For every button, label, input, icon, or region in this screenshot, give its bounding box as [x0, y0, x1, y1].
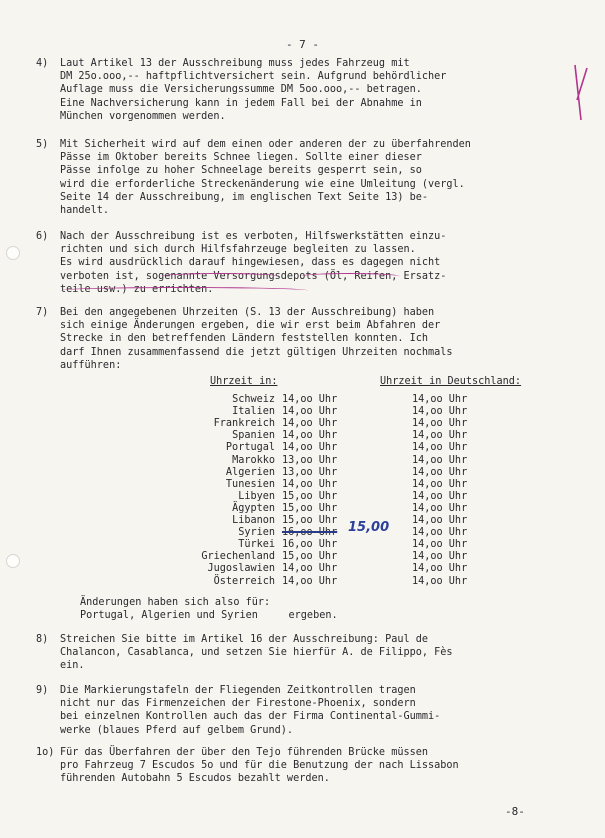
germany-time-cell: 14,oo Uhr	[412, 394, 468, 405]
text-line: Laut Artikel 13 der Ausschreibung muss jedes Fahrzeug mit	[60, 58, 410, 69]
text-line: Für das Überfahren der über den Tejo führenden Brücke müssen	[60, 747, 429, 758]
page-number: - 7 -	[285, 38, 320, 51]
country-cell: Griechenland	[201, 551, 275, 563]
handwritten-correction: 15,00	[348, 520, 390, 536]
country-cell: Syrien	[238, 527, 275, 539]
text-line: Bei den angegebenen Uhrzeiten (S. 13 der Ausschreibung) haben	[60, 307, 435, 318]
underline-mark	[160, 273, 280, 280]
text-line: Strecke in den betreffenden Ländern feststellen konnten. Ich	[60, 333, 429, 345]
local-time-cell: 16,oo Uhr	[282, 527, 338, 539]
country-cell: Jugoslawien	[207, 563, 275, 575]
text-line: Mit Sicherheit wird auf dem einen oder anderen der zu überfahrenden	[60, 139, 471, 150]
text-line: DM 25o.ooo,-- haftpflichtversichert sein. Aufgrund behördlicher	[60, 71, 447, 83]
local-time-cell: 14,oo Uhr	[282, 478, 338, 490]
header-local-time: Uhrzeit in:	[210, 376, 278, 387]
country-cell: Libyen	[238, 490, 275, 502]
country-cell: Marokko	[232, 454, 275, 466]
local-time-cell: 14,oo Uhr	[282, 563, 338, 575]
germany-time-cell: 14,oo Uhr	[412, 418, 468, 430]
germany-time-cell: 14,oo Uhr	[412, 502, 468, 514]
text-line: wird die erforderliche Streckenänderung wie eine Umleitung (vergl.	[60, 178, 465, 190]
country-cell: Ägypten	[232, 502, 275, 514]
paragraph-6	[36, 230, 580, 296]
text-line: ein.	[60, 660, 85, 672]
text-line: teile usw.) zu errichten.	[60, 283, 214, 295]
text-line: Nach der Ausschreibung ist es verboten, Hilfswerkstätten einzu-	[60, 231, 447, 242]
country-cell: Libanon	[232, 515, 275, 526]
local-time-cell: 14,oo Uhr	[282, 406, 338, 418]
germany-time-cell: 14,oo Uhr	[412, 430, 468, 442]
local-time-cell: 14,oo Uhr	[282, 575, 338, 587]
text-line: Pässe infolge zu hoher Schneelage bereits gesperrt sein, so	[60, 165, 422, 177]
local-time-cell: 15,oo Uhr	[282, 515, 338, 526]
germany-time-cell: 14,oo Uhr	[412, 551, 468, 563]
paragraph-number: 9)	[36, 685, 49, 696]
country-cell: Algerien	[225, 466, 275, 478]
local-time-cell: 14,oo Uhr	[282, 442, 338, 454]
paragraph-number: 6)	[36, 231, 49, 242]
text-line: Streichen Sie bitte im Artikel 16 der Ausschreibung: Paul de	[60, 634, 429, 645]
local-time-cell: 14,oo Uhr	[282, 430, 338, 442]
text-line: darf Ihnen zusammenfassend die jetzt gültigen Uhrzeiten nochmals	[60, 346, 453, 358]
text-line: Es wird ausdrücklich darauf hingewiesen, dass es dagegen nicht	[60, 257, 441, 269]
header-germany-time: Uhrzeit in Deutschland:	[380, 376, 522, 387]
text-line: pro Fahrzeug 7 Escudos 5o und für die Benutzung der nach Lissabon	[60, 760, 459, 772]
paragraph-9	[36, 684, 580, 737]
next-page-indicator: -8-	[505, 805, 525, 818]
text-line: Eine Nachversicherung kann in jedem Fall bei der Abnahme in	[60, 97, 422, 109]
text-line: Pässe im Oktober bereits Schnee liegen. Sollte einer dieser	[60, 152, 422, 164]
punch-hole	[6, 554, 20, 568]
table-note	[80, 596, 600, 622]
paragraph-8	[36, 633, 580, 673]
note-line: Portugal, Algerien und Syrien ergeben.	[80, 610, 338, 622]
germany-time-cell: 14,oo Uhr	[412, 490, 468, 502]
paragraph-number: 1o)	[36, 747, 55, 758]
text-line: sich einige Änderungen ergeben, die wir erst beim Abfahren der	[60, 320, 441, 332]
paragraph-number: 4)	[36, 58, 49, 69]
text-line: verboten ist, sogenannte Versorgungsdepots (Öl, Reifen, Ersatz-	[60, 270, 447, 282]
germany-time-cell: 14,oo Uhr	[412, 466, 468, 478]
note-line: Änderungen haben sich also für:	[80, 597, 271, 608]
text-line: Seite 14 der Ausschreibung, im englischen Text Seite 13) be-	[60, 191, 429, 203]
germany-time-cell: 14,oo Uhr	[412, 539, 468, 551]
country-cell: Italien	[232, 406, 275, 418]
country-cell: Österreich	[213, 575, 275, 587]
germany-time-cell: 14,oo Uhr	[412, 478, 468, 490]
text-line: Chalancon, Casablanca, und setzen Sie hierfür A. de Filippo, Fès	[60, 647, 453, 659]
paragraph-number: 5)	[36, 139, 49, 150]
germany-time-cell: 14,oo Uhr	[412, 515, 468, 526]
text-line: aufführen:	[60, 359, 122, 371]
paragraph-5	[36, 138, 580, 217]
text-line: Die Markierungstafeln der Fliegenden Zeitkontrollen tragen	[60, 685, 416, 696]
country-cell: Tunesien	[225, 478, 275, 490]
underline-mark	[60, 287, 308, 294]
country-cell: Frankreich	[213, 418, 275, 430]
country-cell: Portugal	[225, 442, 275, 454]
germany-time-cell: 14,oo Uhr	[412, 575, 468, 587]
underline-mark	[300, 273, 400, 280]
text-line: führenden Autobahn 5 Escudos bezahlt werden.	[60, 773, 330, 785]
local-time-cell: 16,oo Uhr	[282, 539, 338, 551]
germany-time-cell: 14,oo Uhr	[412, 527, 468, 539]
country-cell: Schweiz	[232, 394, 275, 405]
text-line: richten und sich durch Hilfsfahrzeuge begleiten zu lassen.	[60, 244, 416, 256]
paragraph-4	[36, 57, 580, 123]
country-cell: Türkei	[238, 539, 275, 551]
country-cell: Spanien	[232, 430, 275, 442]
germany-time-cell: 14,oo Uhr	[412, 454, 468, 466]
local-time-cell: 14,oo Uhr	[282, 394, 338, 405]
germany-time-cell: 14,oo Uhr	[412, 442, 468, 454]
text-line: bei einzelnen Kontrollen auch das der Firma Continental-Gummi-	[60, 711, 441, 723]
paragraph-number: 7)	[36, 307, 49, 318]
local-time-cell: 13,oo Uhr	[282, 454, 338, 466]
local-time-cell: 15,oo Uhr	[282, 490, 338, 502]
punch-hole	[6, 246, 20, 260]
paragraph-10	[36, 746, 580, 786]
local-time-cell: 15,oo Uhr	[282, 502, 338, 514]
text-line: handelt.	[60, 205, 110, 217]
paragraph-7	[36, 306, 580, 372]
germany-time-cell: 14,oo Uhr	[412, 406, 468, 418]
text-line: München vorgenommen werden.	[60, 110, 226, 122]
paragraph-number: 8)	[36, 634, 49, 645]
local-time-cell: 14,oo Uhr	[282, 418, 338, 430]
text-line: nicht nur das Firmenzeichen der Firestone-Phoenix, sondern	[60, 698, 416, 710]
local-time-cell: 15,oo Uhr	[282, 551, 338, 563]
text-line: werke (blaues Pferd auf gelbem Grund).	[60, 724, 294, 736]
text-line: Auflage muss die Versicherungssumme DM 5oo.ooo,-- betragen.	[60, 84, 422, 96]
local-time-cell: 13,oo Uhr	[282, 466, 338, 478]
germany-time-cell: 14,oo Uhr	[412, 563, 468, 575]
